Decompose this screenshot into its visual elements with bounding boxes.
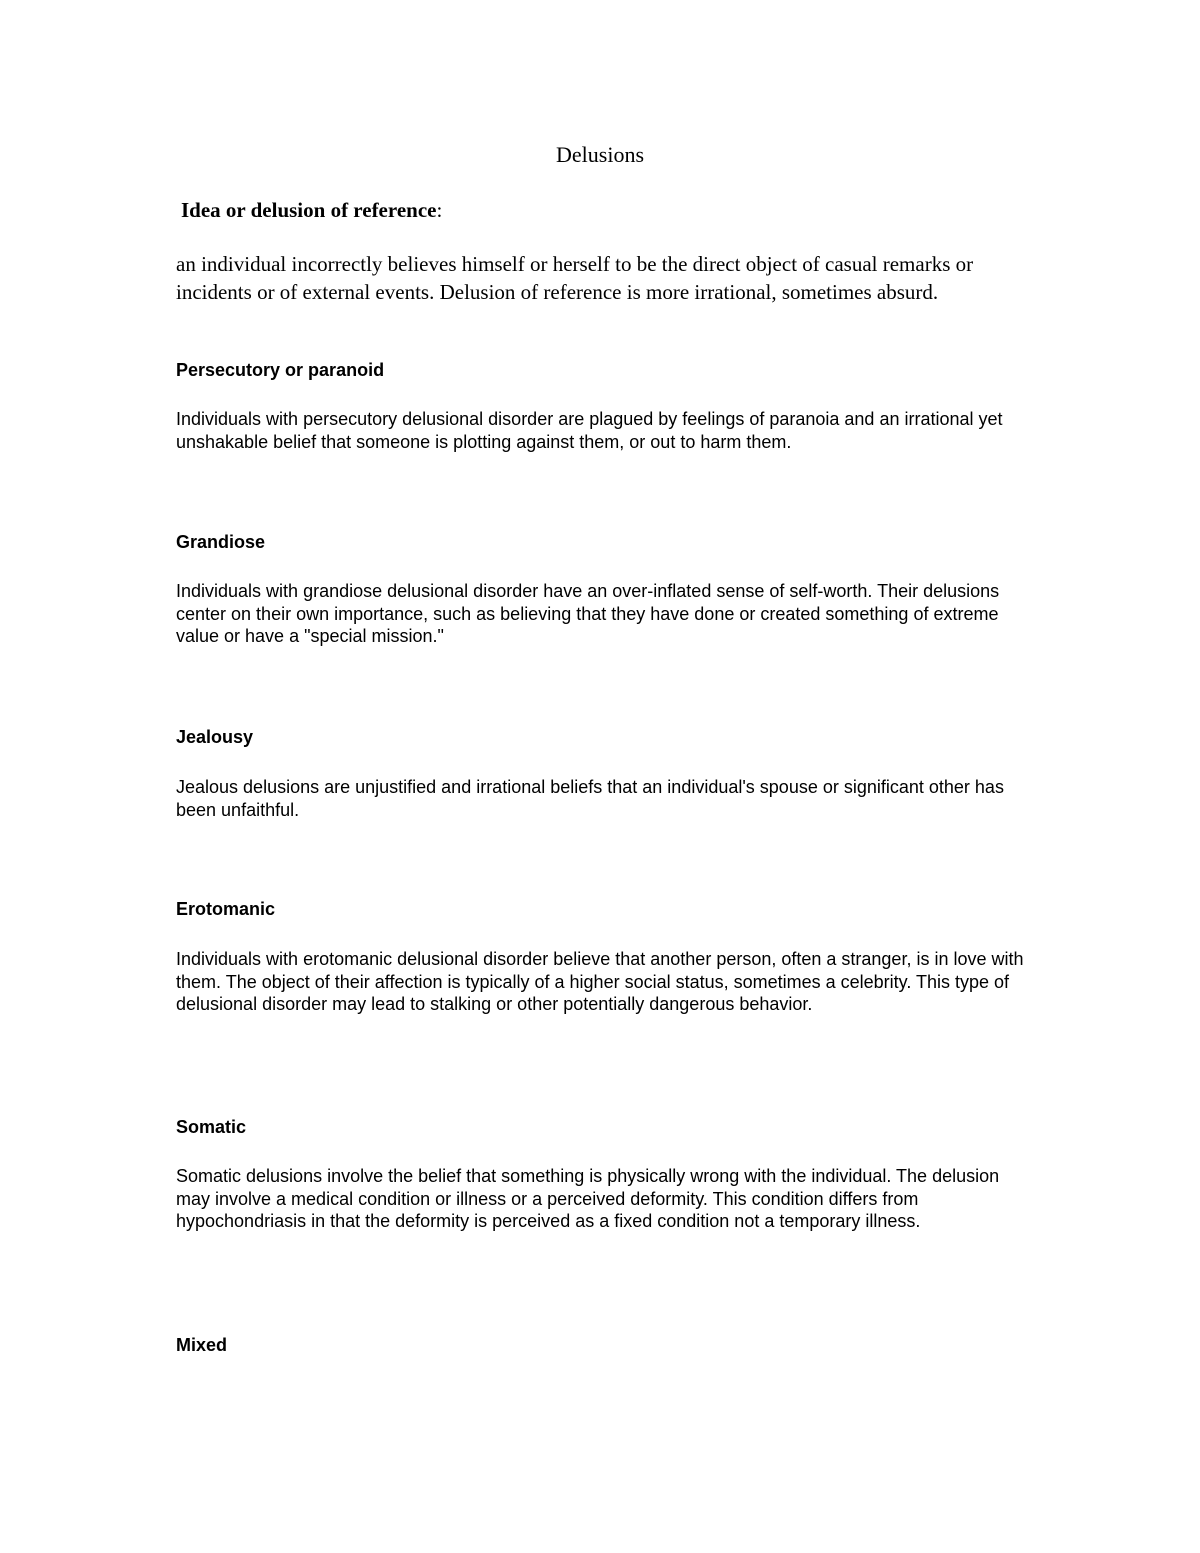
section-body-jealousy: Jealous delusions are unjustified and irrational beliefs that an individual's spouse or significant other has been unfaithful. (176, 777, 1004, 820)
section-body-erotomanic: Individuals with erotomanic delusional disorder believe that another person, often a stranger, is in love with them. The object of their affection is typically of a higher social status, sometimes a celebrity. This type of delusional disorder may lead to stalking or other potentially dangerous behavior. (176, 949, 1024, 1014)
section-heading-grandiose: Grandiose (176, 532, 266, 552)
reference-heading-text: Idea or delusion of reference (181, 198, 437, 222)
section-heading-somatic: Somatic (176, 1117, 247, 1137)
reference-heading-colon: : (436, 198, 443, 222)
reference-heading (181, 196, 442, 224)
section-heading-mixed: Mixed (176, 1335, 228, 1355)
reference-body: an individual incorrectly believes himself or herself to be the direct object of casual remarks or incidents or of external events. Delusion of reference is more irrational, sometimes absurd. (176, 252, 974, 304)
section-body-persecutory: Individuals with persecutory delusional disorder are plagued by feelings of paranoia and an irrational yet unshakable belief that someone is plotting against them, or out to harm them. (176, 409, 1003, 452)
document-title: Delusions (556, 142, 644, 167)
section-heading-jealousy: Jealousy (176, 727, 254, 747)
section-heading-persecutory: Persecutory or paranoid (176, 360, 385, 380)
section-heading-erotomanic: Erotomanic (176, 899, 276, 919)
section-body-grandiose: Individuals with grandiose delusional disorder have an over-inflated sense of self-worth. Their delusions center on their own importance, such as believing that they have done or created something of extreme value or have a "special mission." (176, 581, 1000, 646)
section-body-somatic: Somatic delusions involve the belief that something is physically wrong with the individual. The delusion may involve a medical condition or illness or a perceived deformity. This condition differs from hypochondriasis in that the deformity is perceived as a fixed condition not a temporary illness. (176, 1166, 1000, 1231)
